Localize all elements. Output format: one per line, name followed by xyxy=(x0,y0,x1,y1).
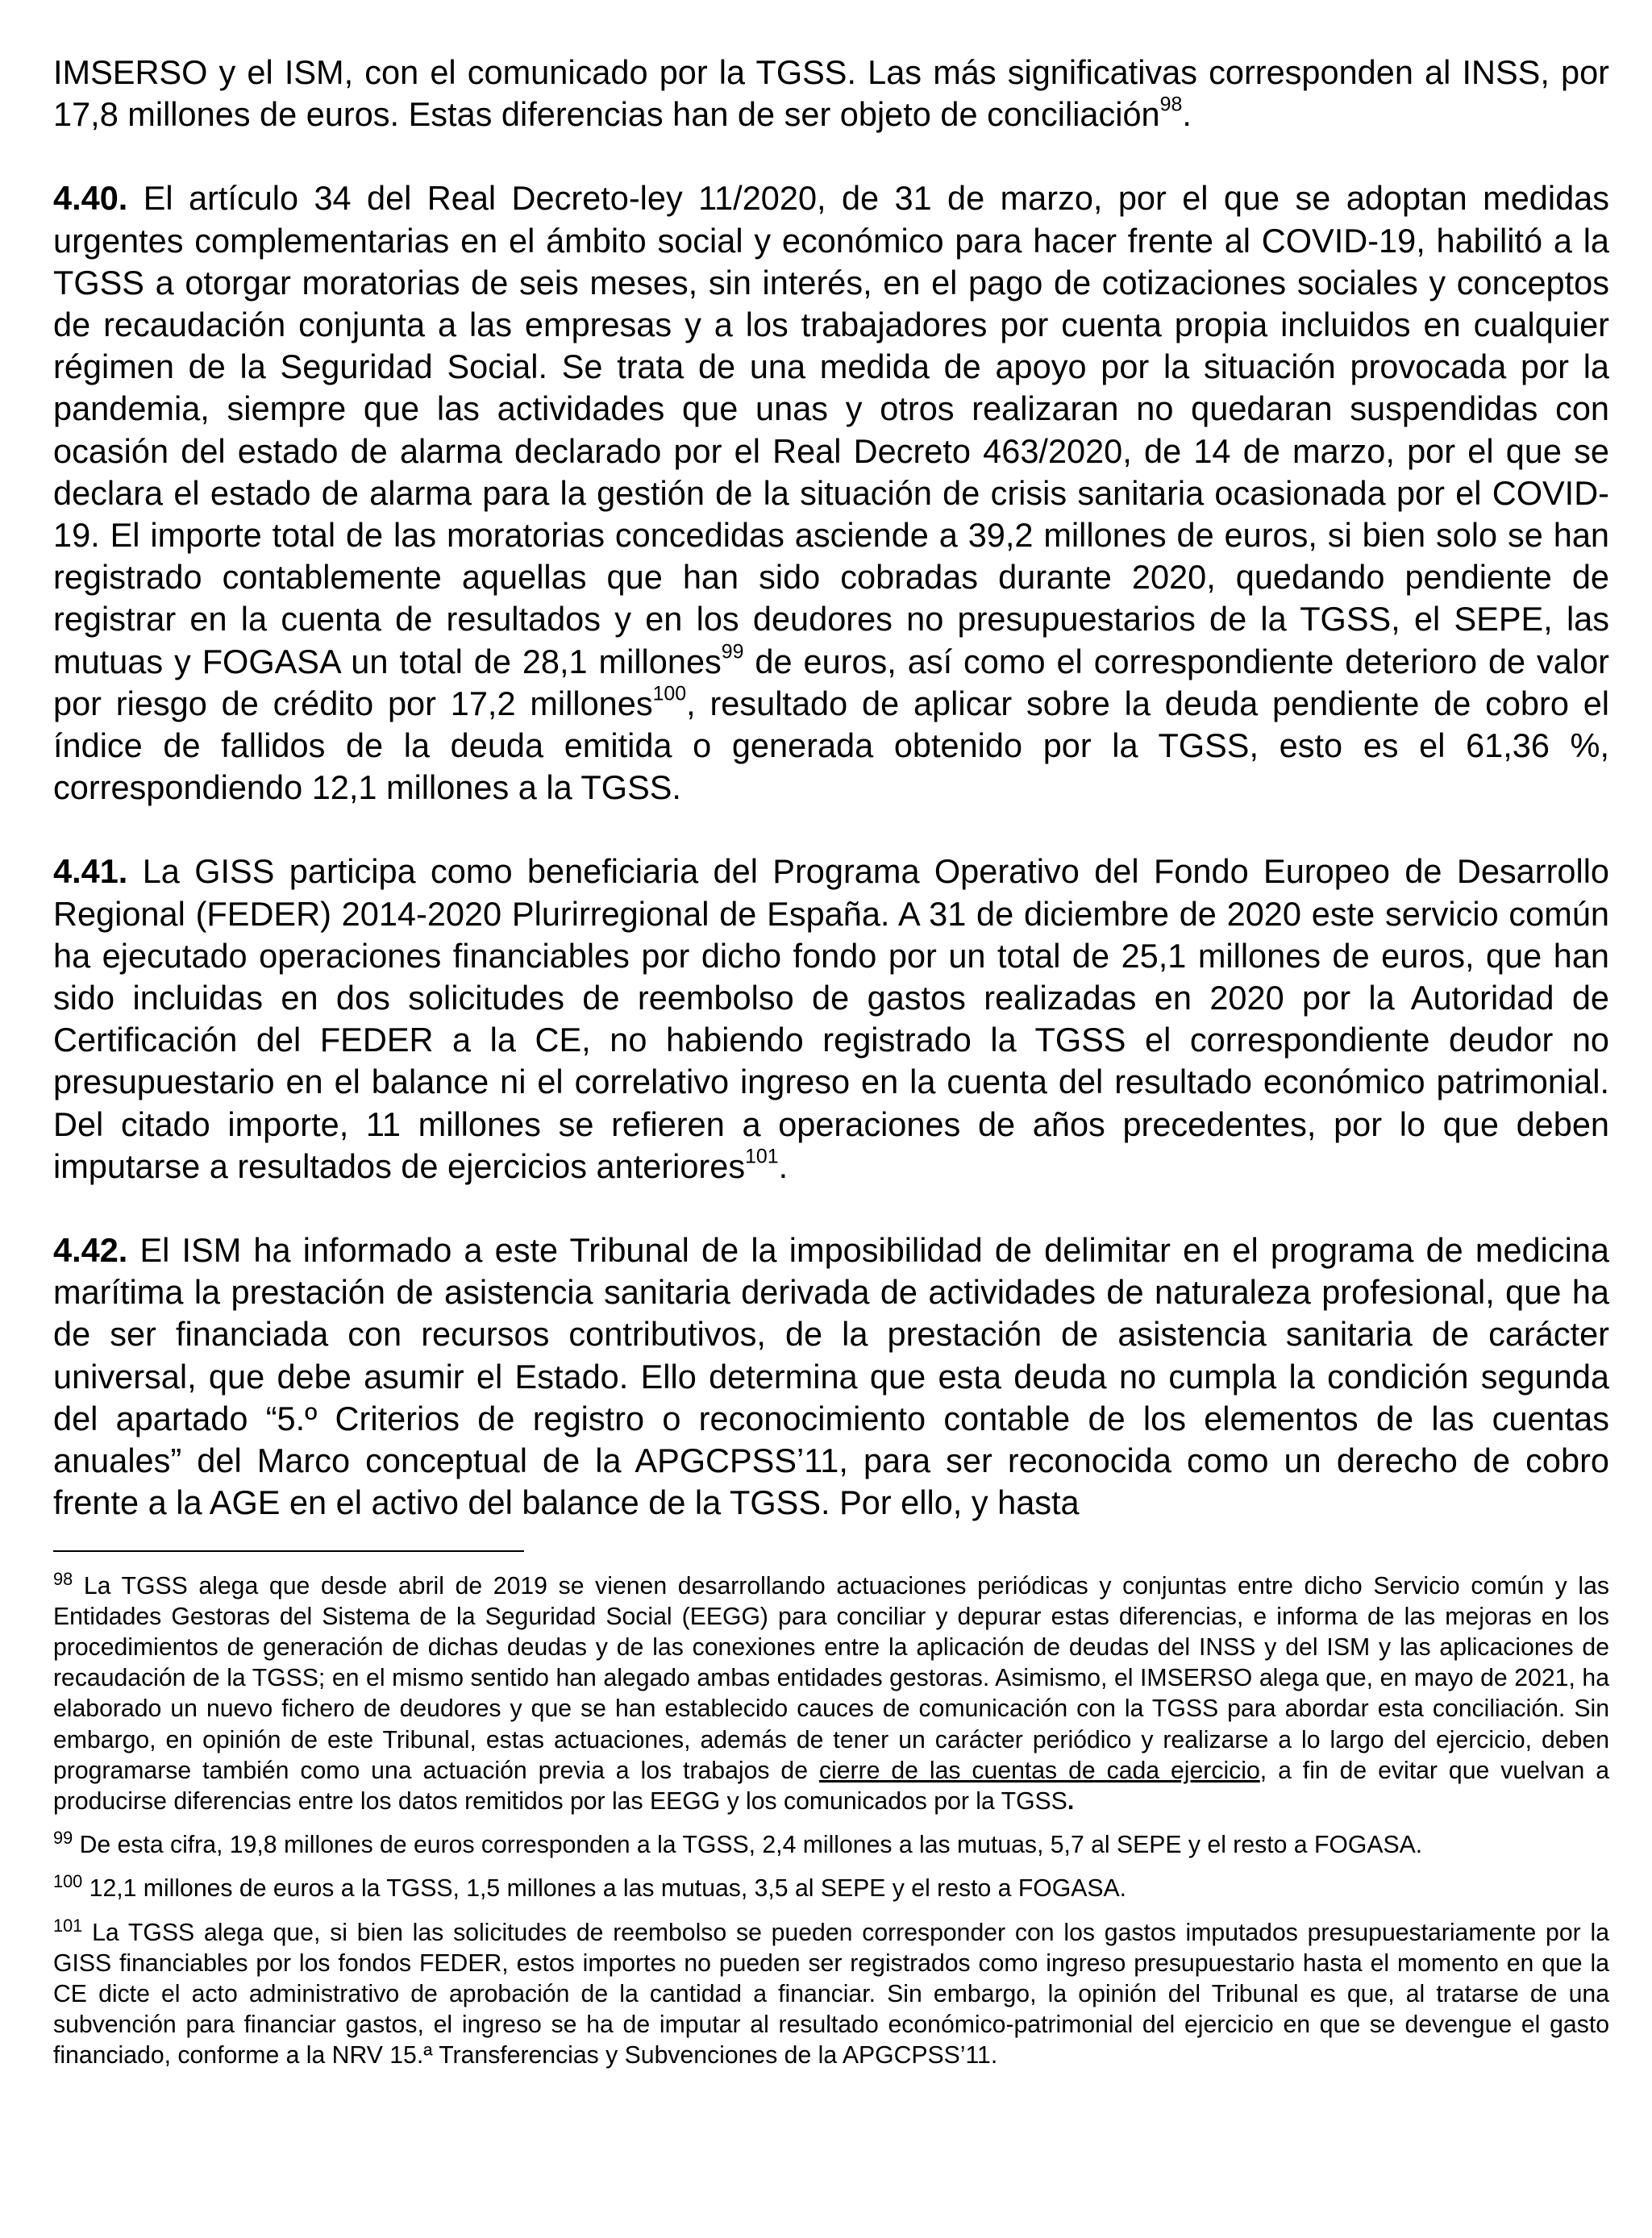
intro-text: IMSERSO y el ISM, con el comunicado por la TGSS. Las más significativas corresponden al INSS, por 17,8 millones de euros. Estas diferencias han de ser objeto de conciliación xyxy=(53,53,1609,134)
paragraph-number: 4.40. xyxy=(53,179,128,218)
footnote-text: La TGSS alega que desde abril de 2019 se vienen desarrollando actuaciones periódicas y conjuntas entre dicho Servicio común y las Entidades Gestoras del Sistema de la Seguridad Social (EEGG) para conciliar y depurar estas diferencias, e informa de las mejoras en los procedimientos de generación de dichas deudas y de las conexiones entre la aplicación de deudas del INSS y del ISM y las aplicaciones de recaudación de la TGSS; en el mismo sentido han alegado ambas entidades gestoras. Asimismo, el IMSERSO alega que, en mayo de 2021, ha elaborado un nuevo fichero de deudores y que se han establecido cauces de comunicación con la TGSS para abordar esta conciliación. Sin embargo, en opinión de este Tribunal, estas actuaciones, además de tener un carácter periódico y realizarse a lo largo del ejercicio, deben programarse también como una actuación previa a los trabajos de xyxy=(53,1572,1609,1784)
footnote-ref-99[interactable]: 99 xyxy=(721,639,744,663)
footnote-number: 100 xyxy=(53,1871,83,1892)
footnote-separator xyxy=(53,1550,524,1552)
footnote-100 xyxy=(53,1871,1609,1904)
paragraph-text: La GISS participa como beneficiaria del Programa Operativo del Fondo Europeo de Desarrollo Regional (FEDER) 2014-2020 Plurirregional de España. A 31 de diciembre de 2020 este servicio común ha ejecutado operaciones financiables por dicho fondo por un total de 25,1 millones de euros, que han sido incluidas en dos solicitudes de reembolso de gastos realizadas en 2020 por la Autoridad de Certificación del FEDER a la CE, no habiendo registrado la TGSS el correspondiente deudor no presupuestario en el balance ni el correlativo ingreso en la cuenta del resultado económico patrimonial. Del citado importe, 11 millones se refieren a operaciones de años precedentes, por lo que deben imputarse a resultados de ejercicios anteriores xyxy=(53,852,1609,1185)
footnote-number: 101 xyxy=(53,1915,83,1936)
footnote-text: La TGSS alega que, si bien las solicitudes de reembolso se pueden corresponder con los gastos imputados presupuestariamente por la GISS financiables por los fondos FEDER, estos importes no pueden ser registrados como ingreso presupuestario hasta el momento en que la CE dicte el acto administrativo de aprobación de la cantidad a financiar. Sin embargo, la opinión del Tribunal es que, al tratarse de una subvención para financiar gastos, el ingreso se ha de imputar al resultado económico-patrimonial del ejercicio en que se devengue el gasto financiado, conforme a la NRV 15.ª Transferencias y Subvenciones de la APGCPSS’11. xyxy=(53,1919,1609,2070)
paragraph-number: 4.42. xyxy=(53,1231,128,1270)
footnote-underlined-text: cierre de las cuentas de cada ejercicio xyxy=(818,1757,1260,1784)
footnote-number: 99 xyxy=(53,1828,73,1849)
footnote-ref-98[interactable]: 98 xyxy=(1159,93,1183,116)
paragraph-4-41 xyxy=(53,851,1609,1188)
paragraph-4-40 xyxy=(53,177,1609,809)
footnote-text: , a fin de evitar que vuelvan a producirse diferencias entre los datos remitidos por las EEGG y los comunicados por la TGSS xyxy=(53,1757,1610,1815)
footnote-99 xyxy=(53,1830,1609,1861)
footnote-text: De esta cifra, 19,8 millones de euros corresponden a la TGSS, 2,4 millones a las mutuas, 5,7 al SEPE y el resto a FOGASA. xyxy=(73,1832,1423,1859)
paragraph-text: El artículo 34 del Real Decreto-ley 11/2020, de 31 de marzo, por el que se adoptan medidas urgentes complementarias en el ámbito social y económico para hacer frente al COVID-19, habilitó a la TGSS a otorgar moratorias de seis meses, sin interés, en el pago de cotizaciones sociales y conceptos de recaudación conjunta a las empresas y a los trabajadores por cuenta propia incluidos en cualquier régimen de la Seguridad Social. Se trata de una medida de apoyo por la situación provocada por la pandemia, siempre que las actividades que unas y otros realizaran no quedaran suspendidas con ocasión del estado de alarma declarado por el Real Decreto 463/2020, de 14 de marzo, por el que se declara el estado de alarma para la gestión de la situación de crisis sanitaria ocasionada por el COVID-19. El importe total de las moratorias concedidas asciende a 39,2 millones de euros, si bien solo se han registrado contablemente aquellas que han sido cobradas durante 2020, quedando pendiente de registrar en la cuenta de resultados y en los deudores no presupuestarios de la TGSS, el SEPE, las mutuas y FOGASA un total de 28,1 millones xyxy=(53,179,1609,680)
intro-end: . xyxy=(1182,95,1192,134)
footnote-end: . xyxy=(1067,1787,1075,1815)
intro-paragraph xyxy=(53,52,1609,135)
footnote-text: 12,1 millones de euros a la TGSS, 1,5 millones a las mutuas, 3,5 al SEPE y el resto a FOGASA. xyxy=(82,1875,1127,1903)
paragraph-end: . xyxy=(778,1146,789,1185)
paragraph-text: El ISM ha informado a este Tribunal de la imposibilidad de delimitar en el programa de medicina marítima la prestación de asistencia sanitaria derivada de actividades de naturaleza profesional, que ha de ser financiada con recursos contributivos, de la prestación de asistencia sanitaria de carácter universal, que debe asumir el Estado. Ello determina que esta deuda no cumpla la condición segunda del apartado “5.º Criterios de registro o reconocimiento contable de los elementos de las cuentas anuales” del Marco conceptual de la APGCPSS’11, para ser reconocida como un derecho de cobro frente a la AGE en el activo del balance de la TGSS. Por ello, y hasta xyxy=(53,1231,1609,1522)
footnote-98 xyxy=(53,1568,1610,1818)
main-text xyxy=(53,52,1609,1525)
footnote-ref-100[interactable]: 100 xyxy=(652,682,687,705)
footnotes xyxy=(53,1568,1610,2072)
paragraph-number: 4.41. xyxy=(53,852,128,891)
footnote-101 xyxy=(53,1915,1609,2072)
footnote-ref-101[interactable]: 101 xyxy=(745,1145,779,1168)
paragraph-text: , resultado de aplicar sobre la deuda pendiente de cobro el índice de fallidos de la deuda emitida o generada obtenido por la TGSS, esto es el 61,36 %, correspondiendo 12,1 millones a la TGSS. xyxy=(53,684,1610,807)
paragraph-text: de euros, así como el correspondiente deterioro de valor por riesgo de crédito por 17,2 millones xyxy=(53,642,1609,722)
footnote-number: 98 xyxy=(53,1568,73,1589)
document-page xyxy=(53,52,1609,2072)
paragraph-4-42 xyxy=(53,1229,1609,1524)
